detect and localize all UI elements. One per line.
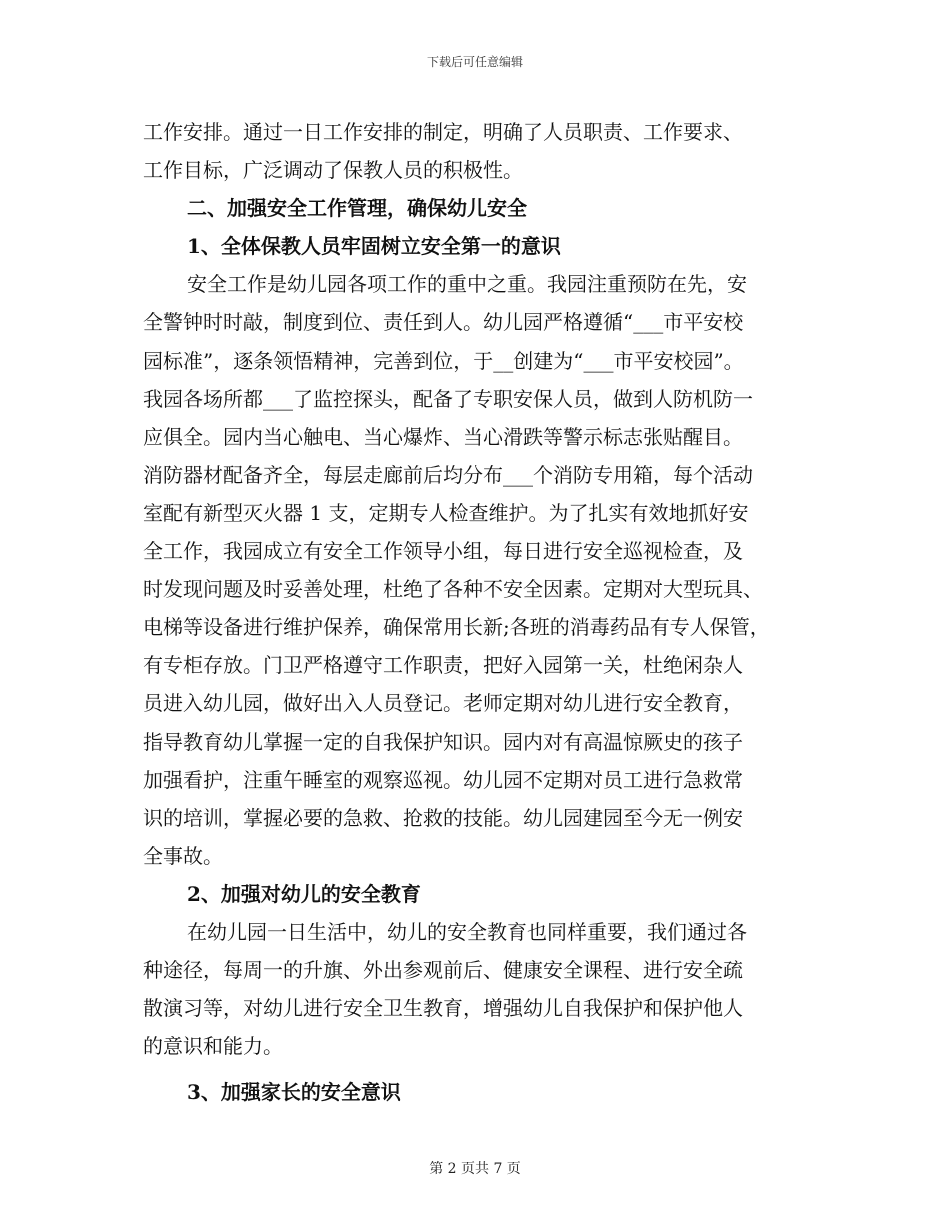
subsection-heading: 3、加强家长的安全意识 [187, 1080, 401, 1105]
paragraph-line: 加强看护，注重午睡室的观察巡视。幼儿园不定期对员工进行急救常 [143, 767, 743, 792]
paragraph-line: 应俱全。园内当心触电、当心爆炸、当心滑跌等警示标志张贴醒目。 [143, 424, 743, 449]
paragraph-line: 全事故。 [143, 843, 223, 868]
subsection-heading: 1、全体保教人员牢固树立安全第一的意识 [187, 234, 561, 259]
document-body [143, 113, 813, 1111]
paragraph-line: 园标准”，逐条领悟精神，完善到位，于__创建为“___市平安校园”。 [143, 348, 744, 373]
paragraph-line: 有专柜存放。门卫严格遵守工作职责，把好入园第一关，杜绝闲杂人 [143, 653, 743, 678]
paragraph-line: 工作目标，广泛调动了保教人员的积极性。 [143, 158, 523, 183]
paragraph-line: 时发现问题及时妥善处理，杜绝了各种不安全因素。定期对大型玩具、 [143, 577, 763, 602]
paragraph-line: 在幼儿园一日生活中，幼儿的安全教育也同样重要，我们通过各 [187, 919, 747, 944]
paragraph-line: 我园各场所都___了监控探头，配备了专职安保人员，做到人防机防一 [143, 386, 753, 411]
paragraph-line: 种途径，每周一的升旗、外出参观前后、健康安全课程、进行安全疏 [143, 958, 743, 983]
paragraph-line: 消防器材配备齐全，每层走廊前后均分布___个消防专用箱，每个活动 [143, 462, 753, 487]
page-footer: 第 2 页共 7 页 [429, 1161, 521, 1177]
paragraph-line: 全工作，我园成立有安全工作领导小组，每日进行安全巡视检查，及 [143, 539, 743, 564]
paragraph-line: 员进入幼儿园，做好出入人员登记。老师定期对幼儿进行安全教育， [143, 691, 743, 716]
paragraph-line: 识的培训，掌握必要的急救、抢救的技能。幼儿园建园至今无一例安 [143, 805, 743, 830]
paragraph-line: 电梯等设备进行维护保养，确保常用长新;各班的消毒药品有专人保管， [143, 615, 770, 640]
paragraph-line: 的意识和能力。 [143, 1034, 283, 1059]
subsection-heading: 2、加强对幼儿的安全教育 [187, 881, 421, 906]
paragraph-line: 安全工作是幼儿园各项工作的重中之重。我园注重预防在先，安 [187, 272, 747, 297]
paragraph-line: 全警钟时时敲，制度到位、责任到人。幼儿园严格遵循“___市平安校 [143, 310, 744, 335]
paragraph-line: 散演习等，对幼儿进行安全卫生教育，增强幼儿自我保护和保护他人 [143, 996, 743, 1021]
section-heading: 二、加强安全工作管理，确保幼儿安全 [187, 196, 527, 221]
paragraph-line: 室配有新型灭火器 1 支，定期专人检查维护。为了扎实有效地抓好安 [143, 500, 749, 525]
page-header: 下载后可任意编辑 [426, 55, 523, 69]
paragraph-line: 工作安排。通过一日工作安排的制定，明确了人员职责、工作要求、 [143, 120, 743, 144]
paragraph-line: 指导教育幼儿掌握一定的自我保护知识。园内对有高温惊厥史的孩子 [143, 729, 743, 754]
